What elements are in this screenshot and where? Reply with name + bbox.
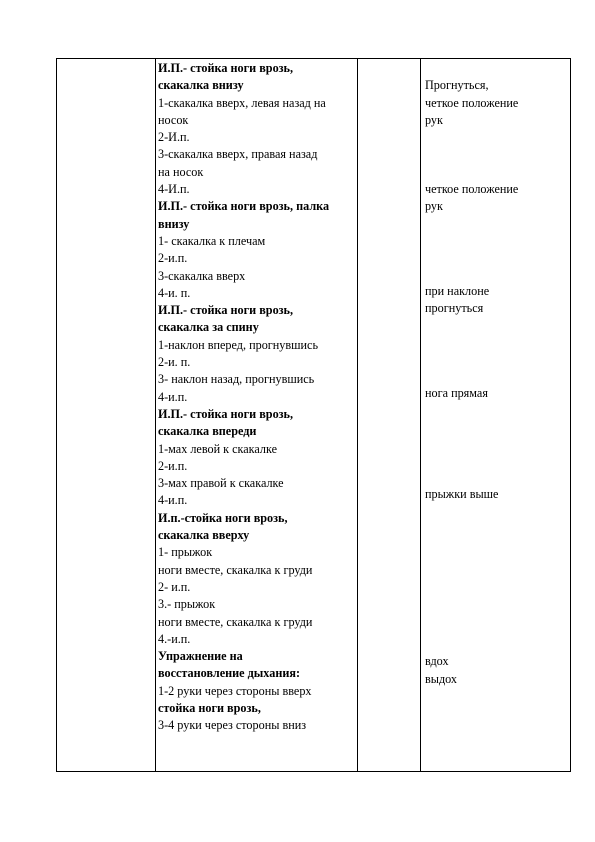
exercise-step-line: 3-скакалка вверх bbox=[158, 268, 246, 283]
remark-spacer bbox=[425, 318, 565, 385]
methodical-remarks-column bbox=[425, 60, 565, 688]
exercise-step-line: 1-скакалка вверх, левая назад на bbox=[158, 95, 326, 110]
exercise-heading-line: И.п.-стойка ноги врозь, bbox=[158, 510, 288, 525]
table-border-col1 bbox=[155, 58, 156, 772]
exercise-step-line: 2-и. п. bbox=[158, 355, 191, 370]
exercise-step-line: ноги вместе, скакалка к груди bbox=[158, 614, 313, 629]
exercise-heading-line: И.П.- стойка ноги врозь, палка bbox=[158, 199, 330, 214]
remark-line: Прогнуться, bbox=[425, 78, 489, 93]
exercise-step-line: 4-и. п. bbox=[158, 285, 191, 300]
remark-line: выдох bbox=[425, 671, 458, 686]
exercise-step-line: 1- скакалка к плечам bbox=[158, 233, 266, 248]
exercise-heading-line: восстановление дыхания: bbox=[158, 666, 301, 681]
exercise-step-line: ноги вместе, скакалка к груди bbox=[158, 562, 313, 577]
exercise-step-line: 3- наклон назад, прогнувшись bbox=[158, 372, 315, 387]
exercise-step-line: 4-и.п. bbox=[158, 389, 188, 404]
remark-line: рук bbox=[425, 199, 443, 214]
exercise-step-line: 2-и.п. bbox=[158, 458, 188, 473]
remark-line: четкое положение bbox=[425, 182, 519, 197]
exercise-step-line: 4.-и.п. bbox=[158, 631, 191, 646]
exercise-step-line: 3.- прыжок bbox=[158, 597, 216, 612]
remark-line: прогнуться bbox=[425, 301, 484, 316]
exercise-step-line: 4-И.п. bbox=[158, 182, 190, 197]
exercise-step-line: 3-скакалка вверх, правая назад bbox=[158, 147, 318, 162]
exercise-heading-line: скакалка внизу bbox=[158, 78, 244, 93]
exercise-step-line: носок bbox=[158, 112, 189, 127]
remark-spacer bbox=[425, 403, 565, 486]
exercise-step-line: 2-и.п. bbox=[158, 251, 188, 266]
remark-line: вдох bbox=[425, 654, 449, 669]
exercise-heading-line: И.П.- стойка ноги врозь, bbox=[158, 61, 294, 75]
remark-spacer bbox=[425, 60, 565, 77]
exercise-heading-line: скакалка впереди bbox=[158, 424, 257, 439]
exercise-heading-line: скакалка вверху bbox=[158, 528, 250, 543]
exercise-step-line: 1-мах левой к скакалке bbox=[158, 441, 278, 456]
exercise-step-line: 1-наклон вперед, прогнувшись bbox=[158, 337, 319, 352]
exercise-heading-line: Упражнение на bbox=[158, 649, 243, 664]
exercise-heading-line: И.П.- стойка ноги врозь, bbox=[158, 406, 294, 421]
remark-line: четкое положение bbox=[425, 95, 519, 110]
table-border-right bbox=[570, 58, 571, 772]
table-border-bottom bbox=[56, 771, 571, 772]
exercise-step-line: на носок bbox=[158, 164, 204, 179]
remark-line: прыжки выше bbox=[425, 486, 499, 501]
remark-spacer bbox=[425, 503, 565, 654]
remark-line: при наклоне bbox=[425, 284, 490, 299]
exercise-step-line: 4-и.п. bbox=[158, 493, 188, 508]
exercise-heading-line: внизу bbox=[158, 216, 190, 231]
exercise-step-line: 3-4 руки через стороны вниз bbox=[158, 718, 307, 733]
remark-spacer bbox=[425, 216, 565, 283]
table-border-col2 bbox=[357, 58, 358, 772]
exercise-step-line: 3-мах правой к скакалке bbox=[158, 476, 284, 491]
exercise-step-line: 2- и.п. bbox=[158, 579, 191, 594]
remark-line: нога прямая bbox=[425, 386, 488, 401]
exercise-heading-line: скакалка за спину bbox=[158, 320, 259, 335]
remark-spacer bbox=[425, 129, 565, 181]
exercise-heading-line: И.П.- стойка ноги врозь, bbox=[158, 303, 294, 318]
exercise-heading-line: стойка ноги врозь, bbox=[158, 700, 261, 715]
table-border-left bbox=[56, 58, 57, 772]
exercise-step-line: 1- прыжок bbox=[158, 545, 213, 560]
table-border-col3 bbox=[420, 58, 421, 772]
exercise-step-line: 1-2 руки через стороны вверх bbox=[158, 683, 312, 698]
table-border-top bbox=[56, 58, 571, 59]
exercise-step-line: 2-И.п. bbox=[158, 130, 190, 145]
remark-line: рук bbox=[425, 112, 443, 127]
exercise-description-column bbox=[158, 60, 354, 735]
